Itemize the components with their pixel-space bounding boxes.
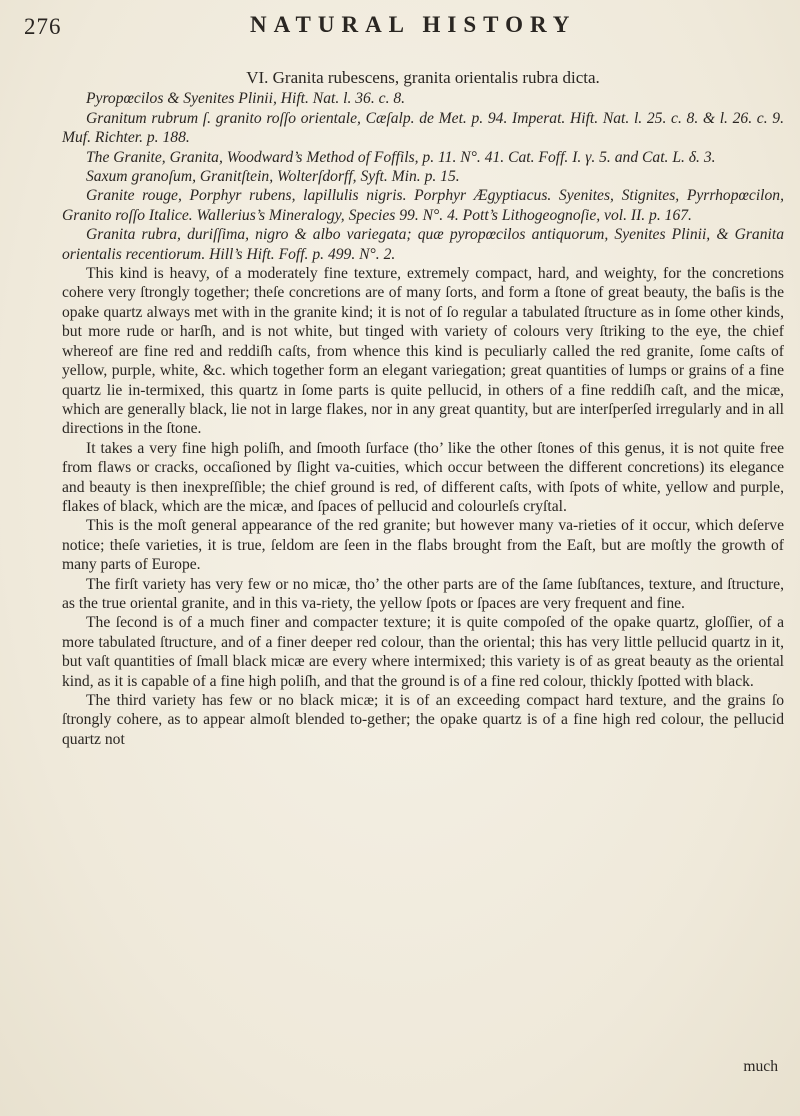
body-text <box>62 68 784 749</box>
synonym-paragraph: Granite rouge, Porphyr rubens, lapillulis nigris. Porphyr Ægyptiacus. Syenites, Stignites, Pyrrhopœcilon, Granito roſſo Italice. Wallerius’s Mineralogy, Species 99. N°. 4. Pott’s Lithogeognoſie, vol. II. p. 167. <box>62 187 784 224</box>
body-paragraph: The third variety has few or no black micæ; it is of an exceeding compact hard texture, and the grains ſo ſtrongly cohere, as to appear almoſt blended to-gether; the opake quartz is of a fine high red colour, the pellucid quartz not <box>62 692 784 748</box>
synonym-paragraph: Granitum rubrum ſ. granito roſſo orientale, Cæſalp. de Met. p. 94. Imperat. Hift. Nat. l. 25. c. 8. & l. 26. c. 9. Muf. Richter. p. 188. <box>62 109 784 147</box>
synonym-paragraph: Saxum granoſum, Granitſtein, Wolterſdorff, Syft. Min. p. 15. <box>86 168 460 186</box>
body-paragraph: This is the moſt general appearance of the red granite; but however many va-rieties of it occur, which deſerve notice; theſe varieties, it is true, ſeldom are ſeen in the flabs brought from the Eaſt, but are moſtly the growth of many parts of Europe. <box>62 517 784 574</box>
synonym-paragraph: Pyropœcilos & Syenites Plinii, Hift. Nat. l. 36. c. 8. <box>86 90 406 108</box>
synonym-paragraph: Granita rubra, duriſſima, nigro & albo variegata; quæ pyropœcilos antiquorum, Syenites Plinii, & Granita orientalis recentiorum. Hill’s Hift. Foff. p. 499. N°. 2. <box>62 226 784 263</box>
body-paragraph: It takes a very fine high poliſh, and ſmooth ſurface (tho’ like the other ſtones of this genus, it is not quite free from flaws or cracks, occaſioned by ſlight va-cuities, which occur between the different concretions) its elegance and beauty is then inexpreſſible; the chief ground is red, of different caſts, with ſpots of white, yellow and purple, flakes of black, which are the micæ, and ſpaces of pellucid and colourleſs cryſtal. <box>62 439 784 515</box>
catchword: much <box>743 1058 778 1075</box>
page-number: 276 <box>24 14 62 39</box>
synonym-paragraph: The Granite, Granita, Woodward’s Method of Foffils, p. 11. N°. 41. Cat. Foff. I. γ. 5. and Cat. L. δ. 3. <box>86 148 716 166</box>
body-paragraph: The firſt variety has very few or no micæ, tho’ the other parts are of the ſame ſubſtances, texture, and ſtructure, as the true oriental granite, and in this va-riety, the yellow ſpots or ſpaces are very frequent and fine. <box>62 575 784 612</box>
running-head: NATURAL HISTORY <box>250 12 577 37</box>
body-paragraph: This kind is heavy, of a moderately fine texture, extremely compact, hard, and weighty, for the concretions cohere very ſtrongly together; theſe concretions are of many ſorts, and form a ſtone of great beauty, the baſis is the opake quartz always met with in the granite kind; it is not of ſo regular a tabulated ſtructure as in ſome other kinds, but more rude or harſh, and is not white, but tinged with variety of colours very ſtriking to the eye, the chief whereof are fine red and reddiſh caſts, from whence this kind is peculiarly called the red granite, ſome caſts of yellow, purple, white, &c. which together form an elegant variegation; great quantities of lumps or grains of a fine quartz lie in-termixed, this quartz in ſome parts is quite pellucid, in others of a fine reddiſh caſt, and the micæ, which are generally black, lie not in large flakes, nor in any great quantity, but are interſperſed irregularly and in all directions in the ſtone. <box>62 265 784 438</box>
section-heading: VI. Granita rubescens, granita orientalis rubra dicta. <box>246 68 600 87</box>
body-paragraph: The ſecond is of a much finer and compacter texture; it is quite compoſed of the opake quartz, gloſſier, of a more tabulated ſtructure, and of a finer deeper red colour, than the oriental; this has very little pellucid quartz in it, but vaſt quantities of ſmall black micæ are every where intermixed; this variety is of as great beauty as the oriental kind, as it is capable of a fine high poliſh, and that the ground is of a fine red colour, thickly ſpotted with black. <box>62 614 784 690</box>
